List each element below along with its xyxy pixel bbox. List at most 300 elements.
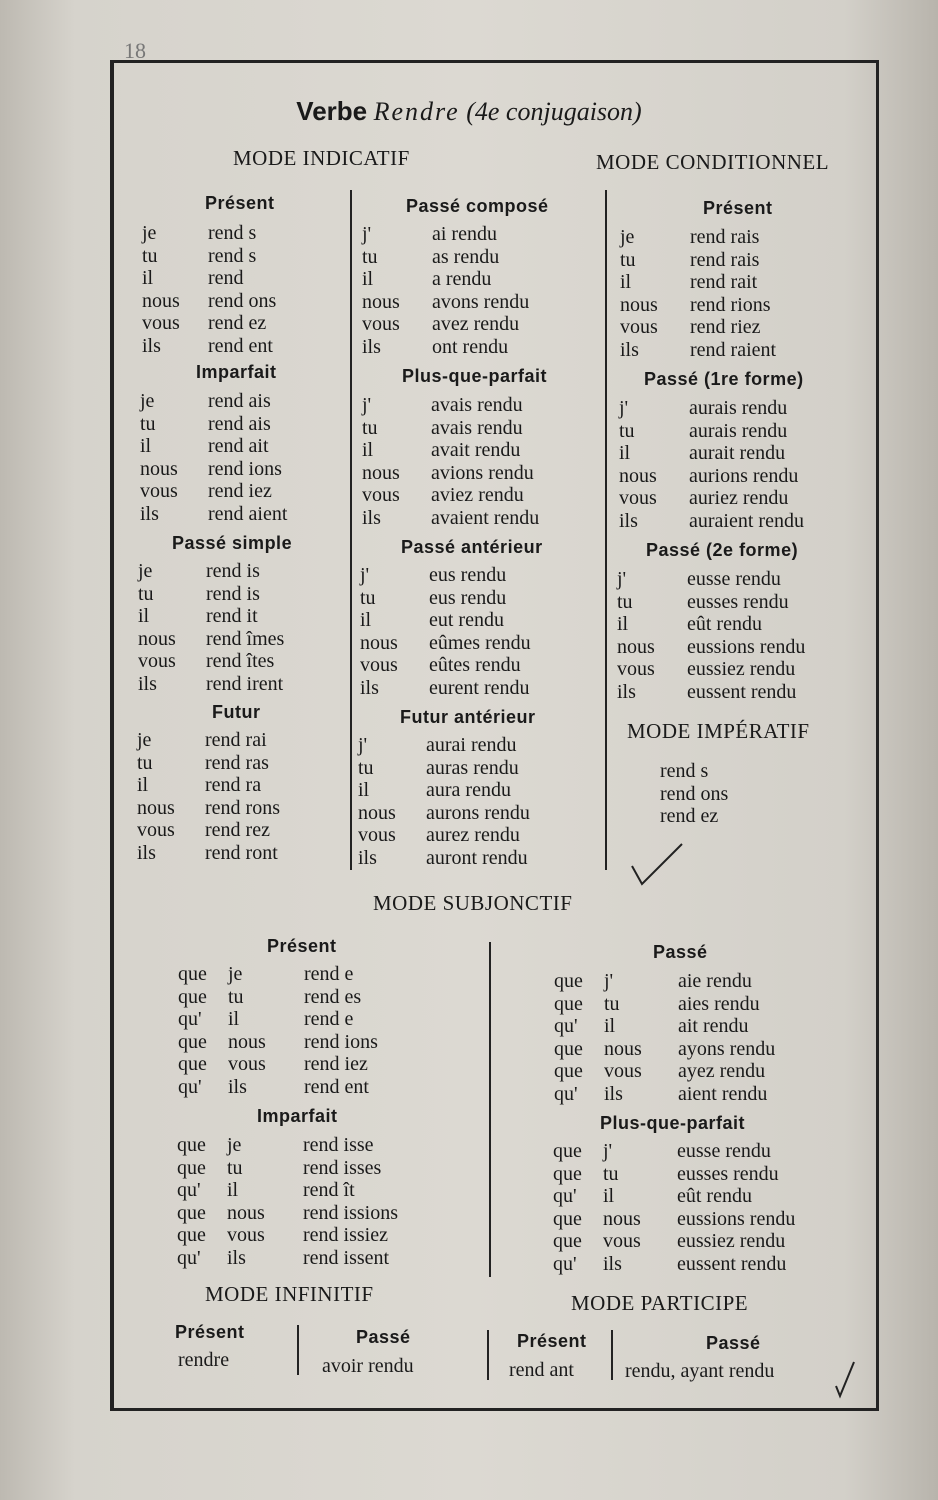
verb-form: rend ais xyxy=(208,412,271,435)
conjugation-row xyxy=(362,462,539,485)
heading-cond-passe1: Passé (1re forme) xyxy=(644,369,804,389)
heading-ind-futur-anterieur: Futur antérieur xyxy=(400,707,536,727)
pronoun: il xyxy=(228,1008,240,1031)
pronoun: ils xyxy=(362,506,381,529)
verb-form: eût rendu xyxy=(677,1185,752,1208)
pronoun: nous xyxy=(360,631,398,654)
pronoun: il xyxy=(360,609,372,632)
verb-form: aurais rendu xyxy=(689,397,788,419)
pronoun: que xyxy=(178,963,207,985)
conjugation-row xyxy=(360,677,531,700)
column-divider xyxy=(350,190,352,870)
conjugation-row xyxy=(140,503,287,526)
group-subj-pqp xyxy=(553,1140,795,1276)
pronoun: vous xyxy=(617,658,655,681)
conjugation-row xyxy=(178,1031,378,1054)
title-verb-name: Rendre xyxy=(373,97,460,126)
verb-form: aurai rendu xyxy=(426,734,517,756)
group-ind-present xyxy=(142,222,276,358)
pronoun: tu xyxy=(140,412,156,435)
pronoun: tu xyxy=(137,751,153,774)
pronoun: ils xyxy=(227,1246,246,1269)
conjugation-row xyxy=(360,564,531,587)
conjugation-row xyxy=(177,1202,398,1225)
verb-form: avaient rendu xyxy=(431,506,540,529)
title-conjugation: (4e conjugaison) xyxy=(466,97,642,126)
pronoun: qu' xyxy=(554,1015,578,1038)
conjugation-row xyxy=(620,294,776,317)
verb-form: auriez rendu xyxy=(689,487,789,510)
conjugation-row xyxy=(360,609,531,632)
check-mark-icon xyxy=(628,842,688,888)
conjugation-row xyxy=(362,223,529,246)
verb-form: avez rendu xyxy=(432,313,520,336)
pronoun: que xyxy=(554,1037,583,1060)
pronoun: tu xyxy=(142,244,158,267)
verb-form: rend iez xyxy=(208,480,272,503)
heading-ind-pqp: Plus-que-parfait xyxy=(402,366,548,386)
verb-form: avais rendu xyxy=(431,416,523,439)
heading-part-present: Présent xyxy=(517,1331,587,1351)
verb-form: rend rons xyxy=(205,796,280,819)
conjugation-row xyxy=(142,335,276,358)
pronoun: il xyxy=(604,1015,616,1038)
verb-form: rend ez xyxy=(208,312,267,335)
conjugation-row xyxy=(142,222,276,245)
pronoun: nous xyxy=(358,801,396,824)
pronoun: que xyxy=(554,992,583,1015)
pronoun: tu xyxy=(138,582,154,605)
group-cond-present xyxy=(620,226,776,362)
column-divider xyxy=(487,1330,489,1380)
conjugation-row xyxy=(138,583,284,606)
conjugation-row xyxy=(554,1083,775,1106)
pronoun: tu xyxy=(603,1162,619,1185)
conjugation-row xyxy=(617,681,805,704)
pronoun: je xyxy=(138,560,153,582)
check-mark-icon xyxy=(830,1360,860,1400)
pronoun: nous xyxy=(138,627,176,650)
conjugation-row xyxy=(362,439,539,462)
pronoun: j' xyxy=(362,223,372,245)
pronoun: que xyxy=(553,1140,582,1162)
pronoun: ils xyxy=(360,676,379,699)
pronoun: vous xyxy=(619,487,657,510)
heading-subj-pqp: Plus-que-parfait xyxy=(600,1113,746,1133)
pronoun: que xyxy=(177,1156,206,1179)
conjugation-row xyxy=(142,312,276,335)
pronoun: tu xyxy=(617,590,633,613)
pronoun: vous xyxy=(604,1060,642,1083)
pronoun: nous xyxy=(620,293,658,316)
group-ind-passe-simple xyxy=(138,560,284,696)
pronoun: j' xyxy=(362,394,372,416)
pronoun: que xyxy=(178,1053,207,1076)
verb-form: rend îmes xyxy=(206,627,285,650)
heading-subj-imparfait: Imparfait xyxy=(257,1106,338,1126)
conjugation-row xyxy=(358,824,530,847)
verb-form: aurons rendu xyxy=(426,801,530,824)
verb-form: eus rendu xyxy=(429,564,507,586)
pronoun: vous xyxy=(358,824,396,847)
conjugation-row xyxy=(362,336,529,359)
verb-form: a rendu xyxy=(432,268,492,291)
pronoun: que xyxy=(177,1201,206,1224)
conjugation-row xyxy=(360,654,531,677)
infinitif-present: rendre xyxy=(178,1349,230,1371)
verb-form: eusses rendu xyxy=(687,590,789,613)
pronoun: que xyxy=(554,1060,583,1083)
pronoun: que xyxy=(178,985,207,1008)
heading-cond-present: Présent xyxy=(703,198,773,218)
group-ind-passe-compose xyxy=(362,223,529,359)
pronoun: vous xyxy=(603,1230,641,1253)
pronoun: il xyxy=(617,613,629,636)
conjugation-row xyxy=(619,420,804,443)
conjugation-row xyxy=(362,268,529,291)
pronoun: vous xyxy=(142,312,180,335)
verb-form: rend riez xyxy=(690,316,761,339)
verb-form: auraient rendu xyxy=(689,509,804,532)
pronoun: qu' xyxy=(178,1008,202,1031)
pronoun: il xyxy=(362,268,374,291)
conjugation-row xyxy=(138,673,284,696)
verb-form: rend iez xyxy=(304,1053,368,1076)
pronoun: il xyxy=(137,774,149,797)
verb-form: auront rendu xyxy=(426,846,528,869)
verb-form: rend rais xyxy=(690,248,760,271)
verb-form: rend isses xyxy=(303,1156,382,1179)
verb-form: rend irent xyxy=(206,672,284,695)
verb-form: rend ions xyxy=(304,1030,378,1053)
conjugation-row xyxy=(619,442,804,465)
verb-form: rend e xyxy=(304,963,354,985)
verb-form: rend ions xyxy=(208,457,282,480)
conjugation-row xyxy=(554,993,775,1016)
conjugation-row: rend ez xyxy=(660,805,719,828)
conjugation-row xyxy=(619,510,804,533)
pronoun: qu' xyxy=(554,1082,578,1105)
verb-form: rend is xyxy=(206,560,260,582)
conjugation-row xyxy=(620,226,776,249)
heading-ind-imparfait: Imparfait xyxy=(196,362,277,382)
conjugation-row xyxy=(553,1163,795,1186)
verb-form: rend rions xyxy=(690,293,771,316)
pronoun: il xyxy=(140,435,152,458)
pronoun: vous xyxy=(140,480,178,503)
pronoun: nous xyxy=(604,1037,642,1060)
participe-passe: rendu, ayant rendu xyxy=(625,1360,775,1382)
pronoun: que xyxy=(177,1134,206,1156)
verb-form: aura rendu xyxy=(426,779,511,802)
group-subj-passe xyxy=(554,970,775,1106)
conjugation-row xyxy=(554,1060,775,1083)
verb-form: eusse rendu xyxy=(677,1140,771,1162)
verb-form: rend s xyxy=(208,244,257,267)
pronoun: qu' xyxy=(178,1075,202,1098)
verb-form: rend issiez xyxy=(303,1224,388,1247)
pronoun: qu' xyxy=(553,1185,577,1208)
pronoun: ils xyxy=(137,841,156,864)
pronoun: ils xyxy=(138,672,157,695)
conjugation-row xyxy=(362,394,539,417)
verb-form: rend ront xyxy=(205,841,278,864)
verb-form: eût rendu xyxy=(687,613,762,636)
verb-form: eussent rendu xyxy=(677,1252,787,1275)
verb-form: eussiez rendu xyxy=(687,658,796,681)
heading-ind-passe-simple: Passé simple xyxy=(172,533,293,553)
pronoun: je xyxy=(140,390,155,412)
pronoun: vous xyxy=(137,819,175,842)
pronoun: je xyxy=(142,222,157,244)
infinitif-passe: avoir rendu xyxy=(322,1355,414,1377)
verb-form: aurais rendu xyxy=(689,419,788,442)
group-subj-imparfait xyxy=(177,1134,398,1270)
verb-form: aies rendu xyxy=(678,992,760,1015)
pronoun: nous xyxy=(142,289,180,312)
pronoun: ils xyxy=(140,502,159,525)
pronoun: il xyxy=(362,439,374,462)
verb-form: rend s xyxy=(208,222,257,244)
pronoun: tu xyxy=(358,756,374,779)
pronoun: je xyxy=(227,1134,242,1156)
conjugation-row xyxy=(554,1015,775,1038)
participe-present: rend ant xyxy=(509,1359,574,1381)
verb-form: avais rendu xyxy=(431,394,523,416)
pronoun: nous xyxy=(362,290,400,313)
verb-form: rend rez xyxy=(205,819,270,842)
conjugation-row: rend s xyxy=(660,760,709,782)
pronoun: nous xyxy=(362,461,400,484)
conjugation-row xyxy=(137,729,280,752)
verb-form: rend es xyxy=(304,985,362,1008)
conjugation-row xyxy=(178,1053,378,1076)
pronoun: vous xyxy=(620,316,658,339)
conjugation-row xyxy=(177,1247,398,1270)
pronoun: tu xyxy=(227,1156,243,1179)
verb-form: eûmes rendu xyxy=(429,631,531,654)
conjugation-row xyxy=(617,568,805,591)
pronoun: que xyxy=(554,970,583,992)
conjugation-row xyxy=(362,417,539,440)
conjugation-row xyxy=(362,246,529,269)
mode-indicatif-label: MODE INDICATIF xyxy=(233,146,410,170)
pronoun: il xyxy=(227,1179,239,1202)
pronoun: nous xyxy=(603,1207,641,1230)
pronoun: ils xyxy=(620,338,639,361)
group-ind-pqp xyxy=(362,394,539,530)
pronoun: ils xyxy=(228,1075,247,1098)
conjugation-row xyxy=(140,390,287,413)
verb-form: eussions rendu xyxy=(687,635,806,658)
conjugation-row xyxy=(619,465,804,488)
column-divider xyxy=(297,1325,299,1375)
verb-form: rend issions xyxy=(303,1201,398,1224)
conjugation-row xyxy=(137,797,280,820)
conjugation-row xyxy=(142,245,276,268)
verb-form: rend ent xyxy=(208,334,273,357)
conjugation-row xyxy=(140,480,287,503)
pronoun: qu' xyxy=(177,1179,201,1202)
pronoun: tu xyxy=(228,985,244,1008)
verb-form: eut rendu xyxy=(429,609,504,632)
conjugation-row xyxy=(137,774,280,797)
conjugation-row xyxy=(620,316,776,339)
conjugation-row xyxy=(138,605,284,628)
conjugation-row xyxy=(138,650,284,673)
mode-subjonctif-label: MODE SUBJONCTIF xyxy=(373,891,573,915)
conjugation-row xyxy=(553,1253,795,1276)
column-divider xyxy=(489,942,491,1277)
verb-form: eussent rendu xyxy=(687,680,797,703)
verb-form: ayez rendu xyxy=(678,1060,766,1083)
pronoun: que xyxy=(553,1162,582,1185)
conjugation-row: rend ons xyxy=(660,782,729,805)
pronoun: tu xyxy=(362,245,378,268)
conjugation-row xyxy=(138,628,284,651)
pronoun: j' xyxy=(358,734,368,756)
heading-ind-passe-compose: Passé composé xyxy=(406,196,549,216)
pronoun: que xyxy=(553,1230,582,1253)
conjugation-row xyxy=(617,658,805,681)
pronoun: tu xyxy=(620,248,636,271)
conjugation-row xyxy=(177,1179,398,1202)
verb-form: ait rendu xyxy=(678,1015,749,1038)
pronoun: ils xyxy=(358,846,377,869)
conjugation-row xyxy=(362,484,539,507)
group-ind-imparfait xyxy=(140,390,287,526)
conjugation-row xyxy=(178,1076,378,1099)
pronoun: j' xyxy=(604,970,614,992)
conjugation-row xyxy=(617,613,805,636)
verb-form: avons rendu xyxy=(432,290,530,313)
verb-form: eurent rendu xyxy=(429,676,530,699)
pronoun: ils xyxy=(142,334,161,357)
heading-inf-passe: Passé xyxy=(356,1327,411,1347)
verb-form: rend is xyxy=(206,582,260,605)
conjugation-row xyxy=(358,847,530,870)
mode-infinitif-label: MODE INFINITIF xyxy=(205,1282,374,1306)
verb-form: rend e xyxy=(304,1008,354,1031)
mode-conditionnel-label: MODE CONDITIONNEL xyxy=(596,150,830,174)
conjugation-row xyxy=(553,1230,795,1253)
conjugation-row xyxy=(140,413,287,436)
pronoun: il xyxy=(603,1185,615,1208)
conjugation-row xyxy=(142,290,276,313)
heading-ind-present: Présent xyxy=(205,193,275,213)
verb-form: rend ent xyxy=(304,1075,369,1098)
conjugation-row xyxy=(358,802,530,825)
verb-form: ayons rendu xyxy=(678,1037,776,1060)
verb-form: rend aient xyxy=(208,502,288,525)
conjugation-row xyxy=(360,632,531,655)
conjugation-row xyxy=(362,507,539,530)
pronoun: qu' xyxy=(553,1252,577,1275)
verb-form: ai rendu xyxy=(432,223,497,245)
conjugation-row xyxy=(358,779,530,802)
verb-form: rend rai xyxy=(205,729,267,751)
heading-ind-futur: Futur xyxy=(212,702,261,722)
verb-form: aie rendu xyxy=(678,970,752,992)
verb-form: aient rendu xyxy=(678,1082,768,1105)
conjugation-row xyxy=(178,963,378,986)
conjugation-row xyxy=(358,734,530,757)
verb-form: rend issent xyxy=(303,1246,390,1269)
column-divider xyxy=(611,1330,613,1380)
verb-form: rend rait xyxy=(690,271,758,294)
verb-form: rend xyxy=(208,267,244,290)
verb-form: eussions rendu xyxy=(677,1207,796,1230)
conjugation-row xyxy=(137,842,280,865)
pronoun: j' xyxy=(617,568,627,590)
pronoun: je xyxy=(620,226,635,248)
pronoun: j' xyxy=(619,397,629,419)
pronoun: ils xyxy=(362,335,381,358)
pronoun: vous xyxy=(362,484,400,507)
group-ind-futur-anterieur xyxy=(358,734,530,870)
pronoun: il xyxy=(358,779,370,802)
verb-form: aurions rendu xyxy=(689,464,799,487)
pronoun: tu xyxy=(360,586,376,609)
verb-form: rend ais xyxy=(208,390,271,412)
conjugation-row xyxy=(362,291,529,314)
pronoun: nous xyxy=(137,796,175,819)
verb-form: eusse rendu xyxy=(687,568,781,590)
pronoun: qu' xyxy=(177,1246,201,1269)
mode-participe-label: MODE PARTICIPE xyxy=(571,1291,749,1315)
pronoun: vous xyxy=(138,650,176,673)
column-divider xyxy=(605,190,607,870)
pronoun: que xyxy=(178,1030,207,1053)
pronoun: je xyxy=(137,729,152,751)
conjugation-row xyxy=(137,752,280,775)
group-subj-present xyxy=(178,963,378,1099)
verb-form: rend isse xyxy=(303,1134,374,1156)
pronoun: nous xyxy=(228,1030,266,1053)
pronoun: j' xyxy=(603,1140,613,1162)
conjugation-row xyxy=(617,636,805,659)
pronoun: ils xyxy=(619,509,638,532)
heading-subj-present: Présent xyxy=(267,936,337,956)
pronoun: il xyxy=(138,605,150,628)
group-ind-futur xyxy=(137,729,280,865)
verb-form: eûtes rendu xyxy=(429,654,521,677)
verb-form: rend ras xyxy=(205,751,269,774)
verb-form: rend ît xyxy=(303,1179,355,1202)
verb-form: eussiez rendu xyxy=(677,1230,786,1253)
page-title xyxy=(0,96,938,127)
verb-form: ont rendu xyxy=(432,335,509,358)
conjugation-row xyxy=(177,1134,398,1157)
mode-imperatif-label: MODE IMPÉRATIF xyxy=(627,719,810,743)
pronoun: il xyxy=(142,267,154,290)
conjugation-row xyxy=(617,591,805,614)
verb-form: eusses rendu xyxy=(677,1162,779,1185)
conjugation-row xyxy=(358,757,530,780)
conjugation-row xyxy=(620,271,776,294)
verb-form: rend ons xyxy=(208,289,277,312)
conjugation-row xyxy=(620,249,776,272)
heading-ind-passe-anterieur: Passé antérieur xyxy=(401,537,543,557)
heading-inf-present: Présent xyxy=(175,1322,245,1342)
pronoun: vous xyxy=(362,313,400,336)
conjugation-row xyxy=(362,313,529,336)
pronoun: il xyxy=(619,442,631,465)
title-verb-word: Verbe xyxy=(296,96,368,126)
verb-form: aurez rendu xyxy=(426,824,520,847)
conjugation-row xyxy=(178,1008,378,1031)
conjugation-row xyxy=(178,986,378,1009)
